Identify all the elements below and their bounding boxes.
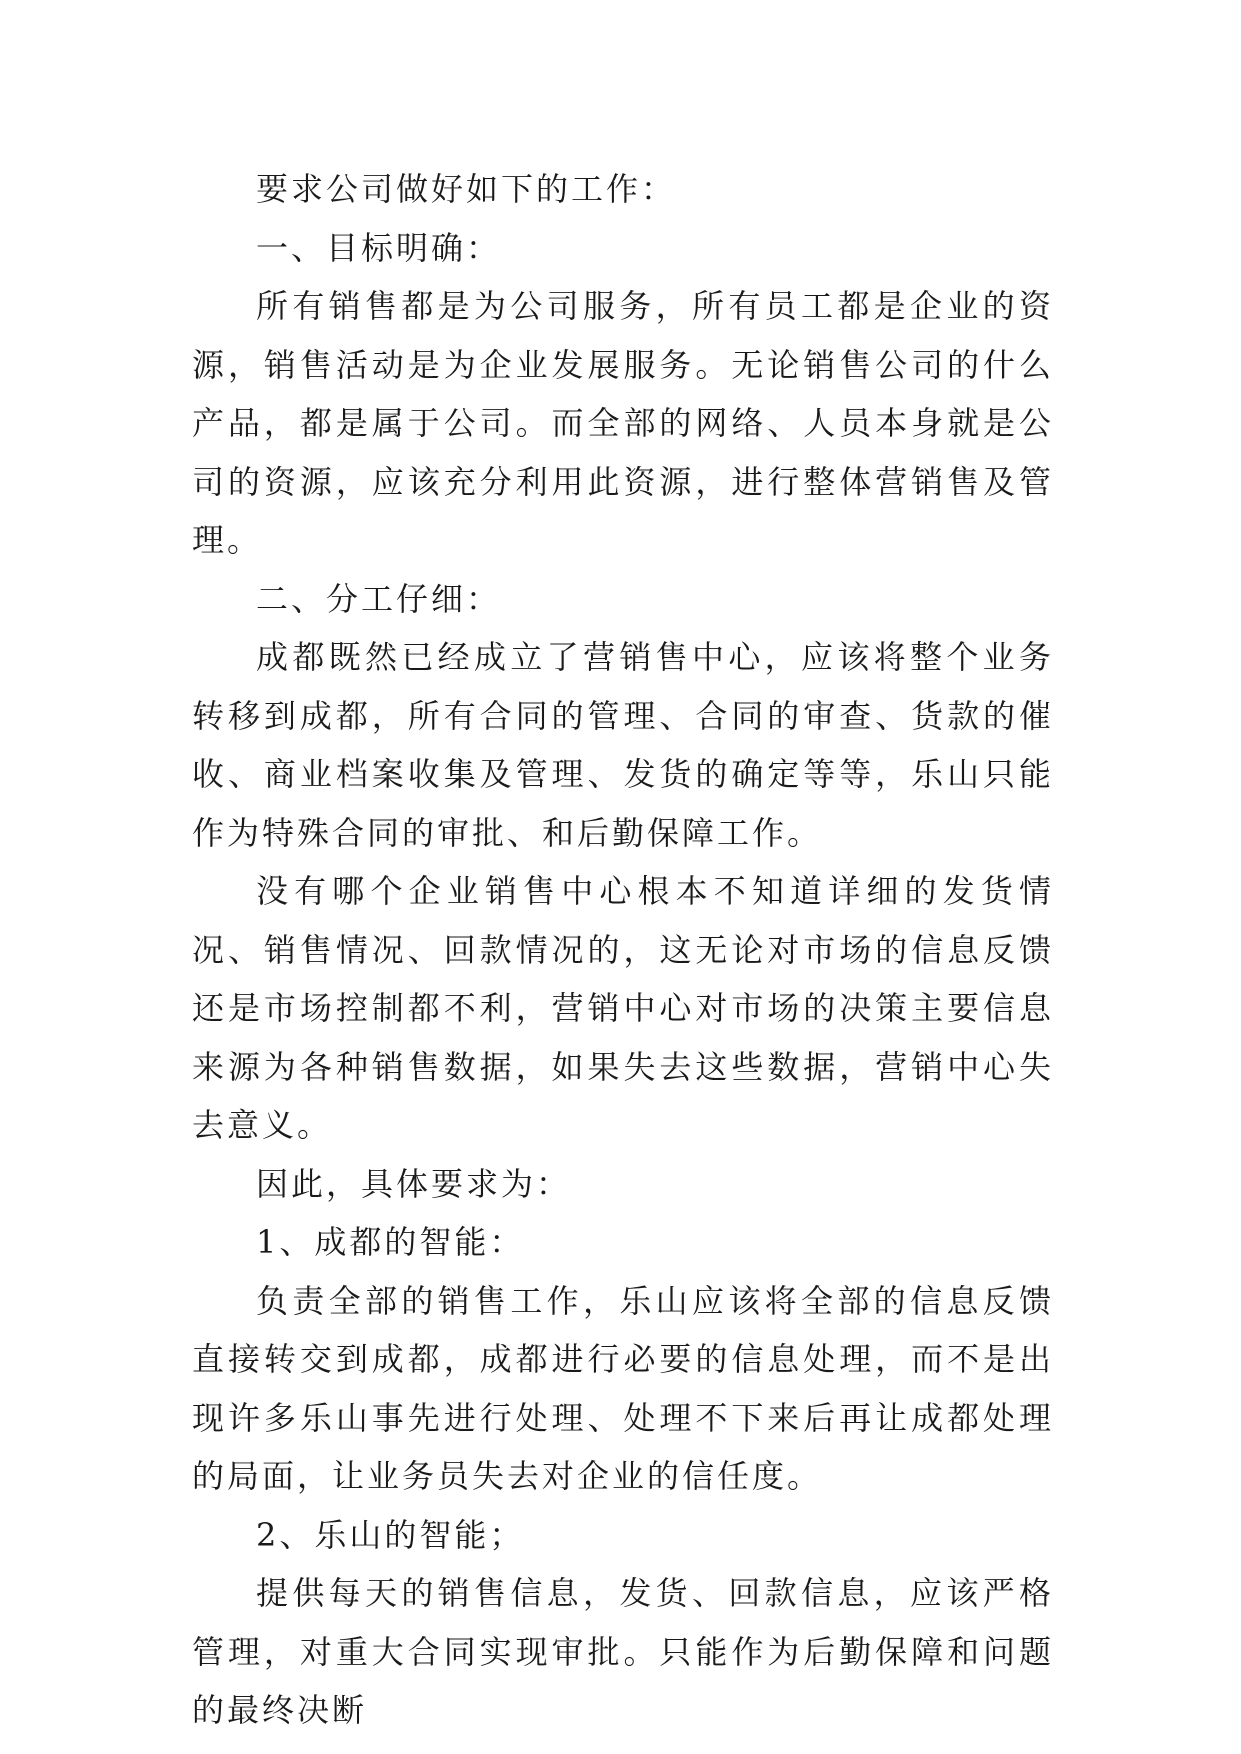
paragraph-sales-data: 没有哪个企业销售中心根本不知道详细的发货情况、销售情况、回款情况的，这无论对市场的信息反馈还是市场控制都不利，营销中心对市场的决策主要信息来源为各种销售数据，如果失去这些数据，营销中心失去意义。: [192, 872, 1054, 1144]
paragraph-chengdu-function: 负责全部的销售工作，乐山应该将全部的信息反馈直接转交到成都，成都进行必要的信息处理，而不是出现许多乐山事先进行处理、处理不下来后再让成都处理的局面，让业务员失去对企业的信任度。: [192, 1281, 1054, 1495]
heading-leshan-function: 2、乐山的智能；: [256, 1515, 525, 1554]
heading-chengdu-function: 1、成都的智能：: [256, 1223, 525, 1261]
paragraph-leshan-function: 提供每天的销售信息，发货、回款信息，应该严格管理，对重大合同实现审批。只能作为后勤保障和问题的最终决断: [192, 1574, 1054, 1729]
heading-division-of-labor: 二、分工仔细：: [256, 579, 502, 618]
paragraph-requirements: 因此，具体要求为：: [256, 1164, 572, 1203]
paragraph-goal: 所有销售都是为公司服务，所有员工都是企业的资源，销售活动是为企业发展服务。无论销售公司的什么产品，都是属于公司。而全部的网络、人员本身就是公司的资源，应该充分利用此资源，进行整体营销售及管理。: [192, 287, 1054, 559]
document-body: [192, 160, 1054, 1740]
paragraph-intro: 要求公司做好如下的工作：: [256, 170, 677, 208]
paragraph-chengdu-center: 成都既然已经成立了营销售中心，应该将整个业务转移到成都，所有合同的管理、合同的审查、货款的催收、商业档案收集及管理、发货的确定等等，乐山只能作为特殊合同的审批、和后勤保障工作。: [192, 638, 1054, 852]
heading-goal-clear: 一、目标明确：: [256, 228, 502, 267]
